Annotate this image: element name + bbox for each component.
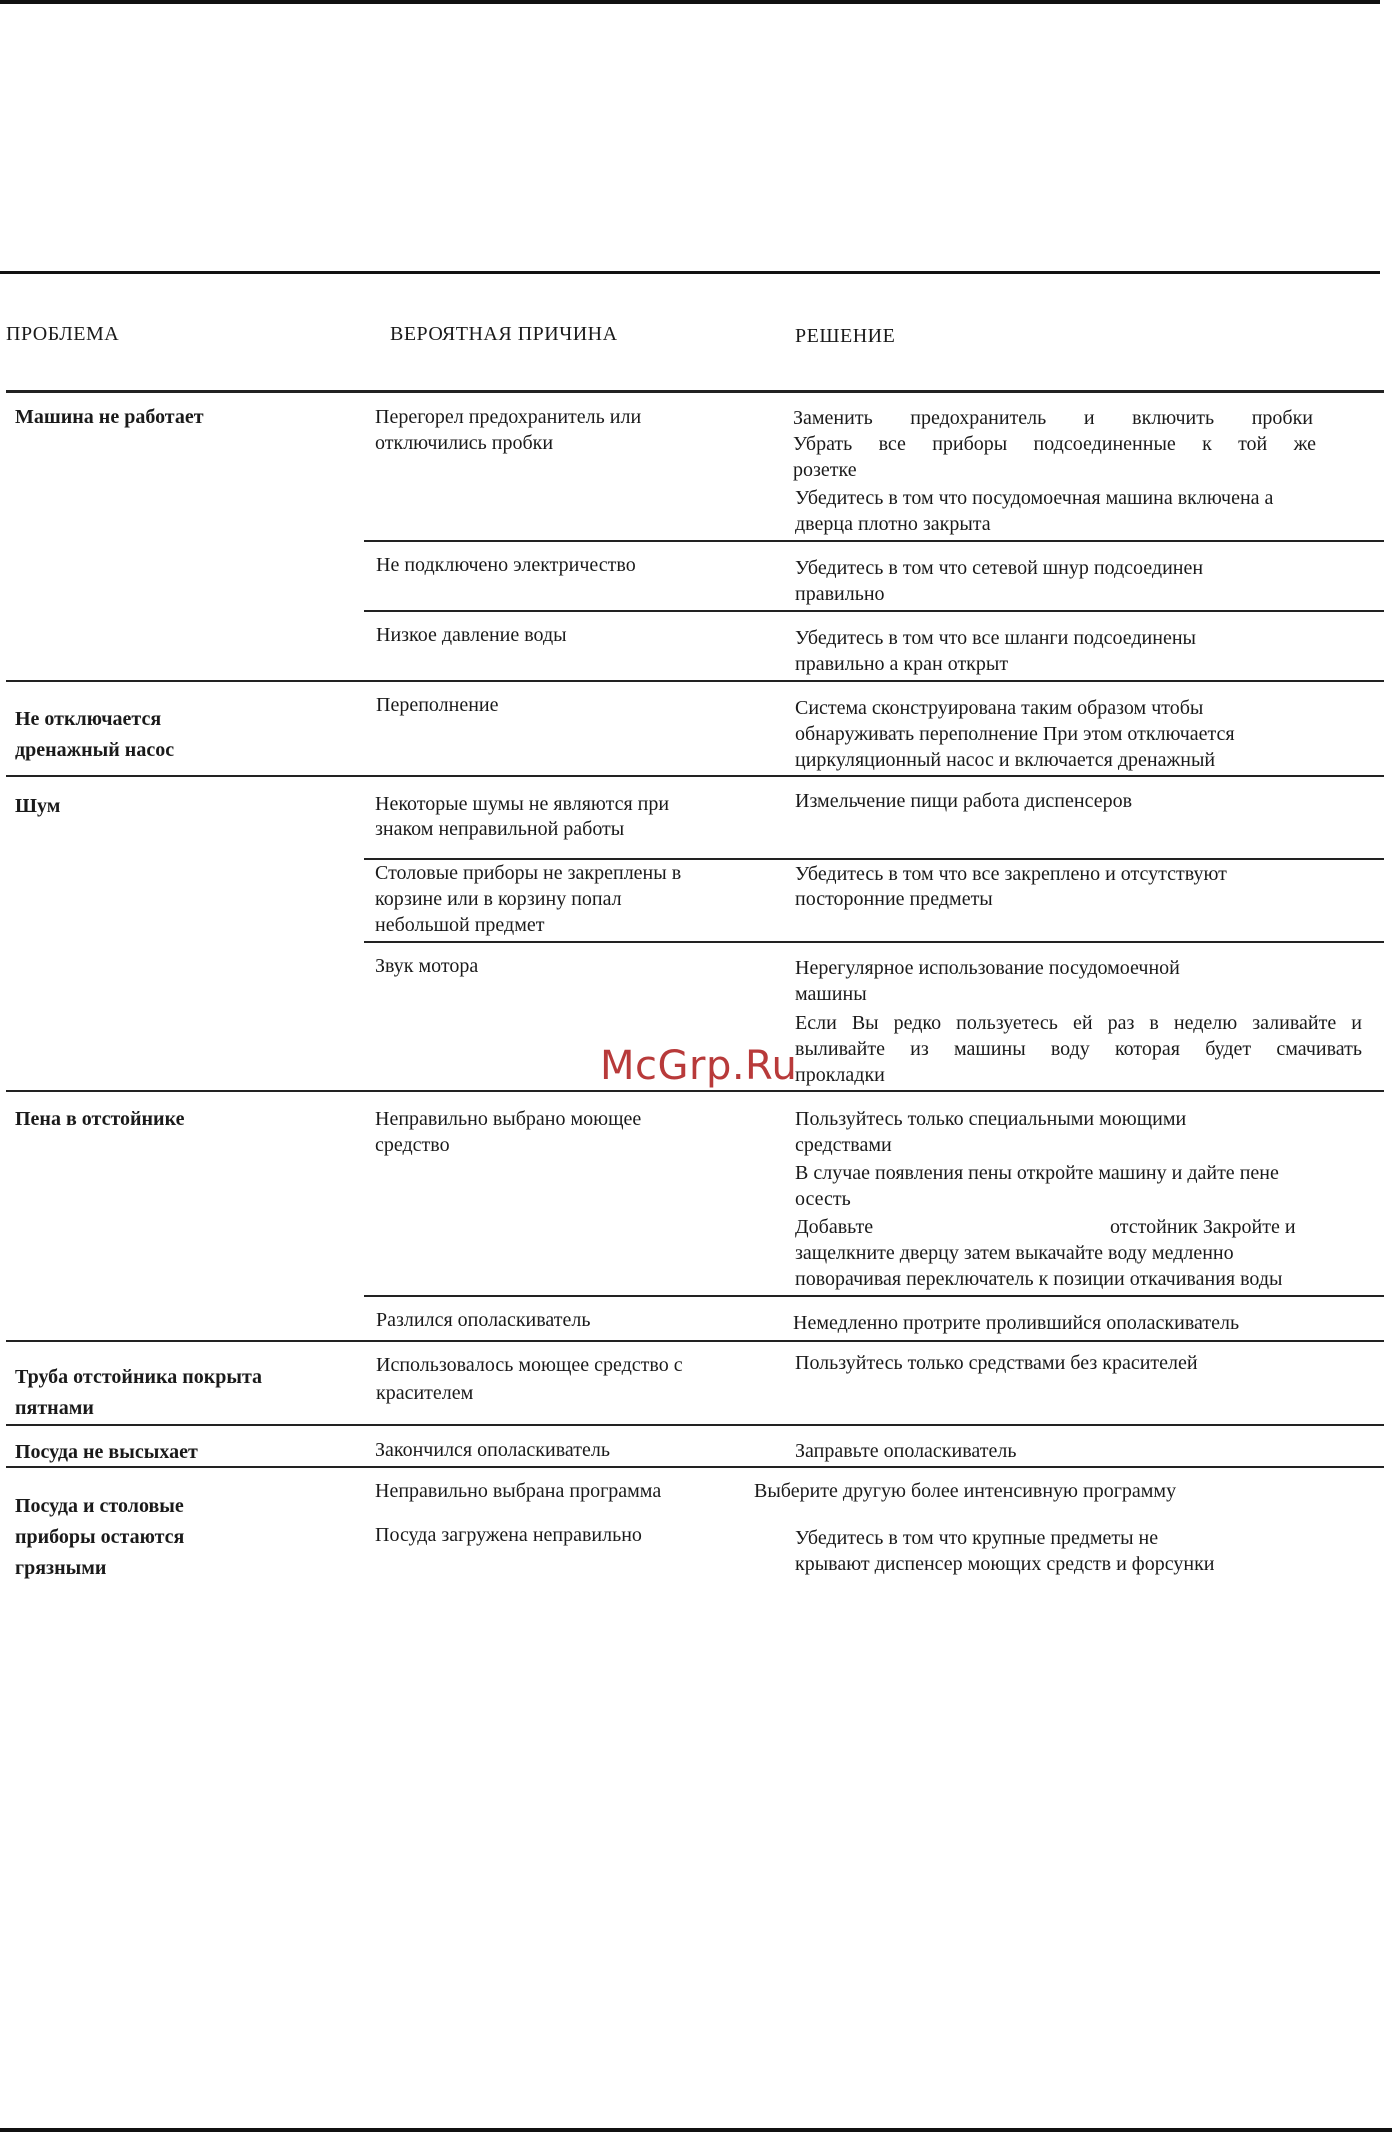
row-divider (6, 1090, 1384, 1092)
solution-line: Выберите другую более интенсивную программу (754, 1480, 1177, 1502)
cause-line: Неправильно выбрана программа (375, 1480, 662, 1502)
problem-cell: Не отключается (15, 708, 162, 730)
cause-line: отключились пробки (375, 432, 554, 454)
row-divider (364, 610, 1384, 612)
solution-line: правильно а кран открыт (795, 653, 1009, 675)
bottom-rule (0, 2128, 1392, 2132)
solution-line: отстойник Закройте и (1110, 1216, 1296, 1238)
solution-line: дверца плотно закрыта (795, 513, 991, 535)
cause-line: знаком неправильной работы (375, 818, 625, 840)
solution-line: В случае появления пены откройте машину и дайте пене (795, 1162, 1279, 1184)
cause-line: Низкое давление воды (376, 624, 567, 646)
solution-line: правильно (795, 583, 885, 605)
solution-line: крывают диспенсер моющих средств и форсунки (795, 1553, 1215, 1575)
solution-line: Заменить предохранитель и включить пробки (793, 407, 1313, 429)
row-divider (364, 1295, 1384, 1297)
solution-line: посторонние предметы (795, 888, 993, 910)
solution-line: осесть (795, 1188, 851, 1210)
header-solution: РЕШЕНИЕ (795, 325, 896, 347)
problem-cell: Машина не работает (15, 406, 204, 428)
cause-line: Перегорел предохранитель или (375, 406, 642, 428)
problem-cell: грязными (15, 1557, 107, 1579)
row-divider (6, 1424, 1384, 1426)
solution-line: выливайте из машины воду которая будет смачивать (795, 1038, 1362, 1060)
cause-line: Закончился ополаскиватель (375, 1439, 610, 1461)
row-divider (6, 1466, 1384, 1468)
cause-line: Звук мотора (375, 955, 479, 977)
cause-line: красителем (376, 1382, 474, 1404)
solution-line: поворачивая переключатель к позиции откачивания воды (795, 1268, 1283, 1290)
solution-line: Если Вы редко пользуетесь ей раз в неделю заливайте и (795, 1012, 1362, 1034)
cause-line: корзине или в корзину попал (375, 888, 622, 910)
solution-line: розетке (793, 459, 857, 481)
row-divider (6, 1340, 1384, 1342)
problem-cell: Посуда не высыхает (15, 1441, 198, 1463)
solution-line: средствами (795, 1134, 892, 1156)
cause-line: небольшой предмет (375, 914, 545, 936)
row-divider (6, 775, 1384, 777)
cause-line: Посуда загружена неправильно (375, 1524, 642, 1546)
solution-line: Пользуйтесь только специальными моющими (795, 1108, 1187, 1130)
problem-cell: Пена в отстойнике (15, 1108, 185, 1130)
cause-line: Использовалось моющее средство с (376, 1354, 683, 1376)
solution-line: Заправьте ополаскиватель (795, 1440, 1017, 1462)
solution-line: Пользуйтесь только средствами без красителей (795, 1352, 1198, 1374)
solution-line: Убедитесь в том что все закреплено и отсутствуют (795, 863, 1227, 885)
cause-line: Столовые приборы не закреплены в (375, 862, 682, 884)
cause-line: средство (375, 1134, 450, 1156)
table-header-divider (6, 390, 1384, 393)
solution-line: Измельчение пищи работа диспенсеров (795, 790, 1133, 812)
solution-line: обнаруживать переполнение При этом отключается (795, 723, 1235, 745)
problem-cell: приборы остаются (15, 1526, 185, 1548)
problem-cell: пятнами (15, 1397, 94, 1419)
top-rule (0, 0, 1380, 4)
cause-line: Разлился ополаскиватель (376, 1309, 591, 1331)
solution-line: Нерегулярное использование посудомоечной (795, 957, 1180, 979)
watermark: McGrp.Ru (600, 1043, 798, 1089)
solution-line: Убедитесь в том что крупные предметы не (795, 1527, 1159, 1549)
solution-line: Убедитесь в том что посудомоечная машина включена а (795, 487, 1274, 509)
problem-cell: дренажный насос (15, 739, 175, 761)
row-divider (6, 680, 1384, 682)
solution-line: прокладки (795, 1064, 885, 1086)
solution-line: Убедитесь в том что все шланги подсоединены (795, 627, 1196, 649)
row-divider (364, 540, 1384, 542)
header-cause: ВЕРОЯТНАЯ ПРИЧИНА (390, 323, 618, 345)
solution-line: циркуляционный насос и включается дренажный (795, 749, 1216, 771)
header-top-rule (0, 271, 1380, 274)
problem-cell: Шум (15, 795, 61, 817)
solution-line: Убрать все приборы подсоединенные к той же (793, 433, 1316, 455)
cause-line: Переполнение (376, 694, 499, 716)
cause-line: Не подключено электричество (376, 554, 636, 576)
solution-line: машины (795, 983, 867, 1005)
row-divider (364, 941, 1384, 943)
solution-line: Немедленно протрите пролившийся ополаскиватель (793, 1312, 1240, 1334)
solution-line: Убедитесь в том что сетевой шнур подсоединен (795, 557, 1204, 579)
solution-line: защелкните дверцу затем выкачайте воду медленно (795, 1242, 1234, 1264)
solution-line: Система сконструирована таким образом чтобы (795, 697, 1204, 719)
problem-cell: Посуда и столовые (15, 1495, 184, 1517)
solution-line: Добавьте (795, 1216, 874, 1238)
problem-cell: Труба отстойника покрыта (15, 1366, 263, 1388)
cause-line: Неправильно выбрано моющее (375, 1108, 642, 1130)
header-problem: ПРОБЛЕМА (6, 323, 120, 345)
cause-line: Некоторые шумы не являются при (375, 793, 670, 815)
